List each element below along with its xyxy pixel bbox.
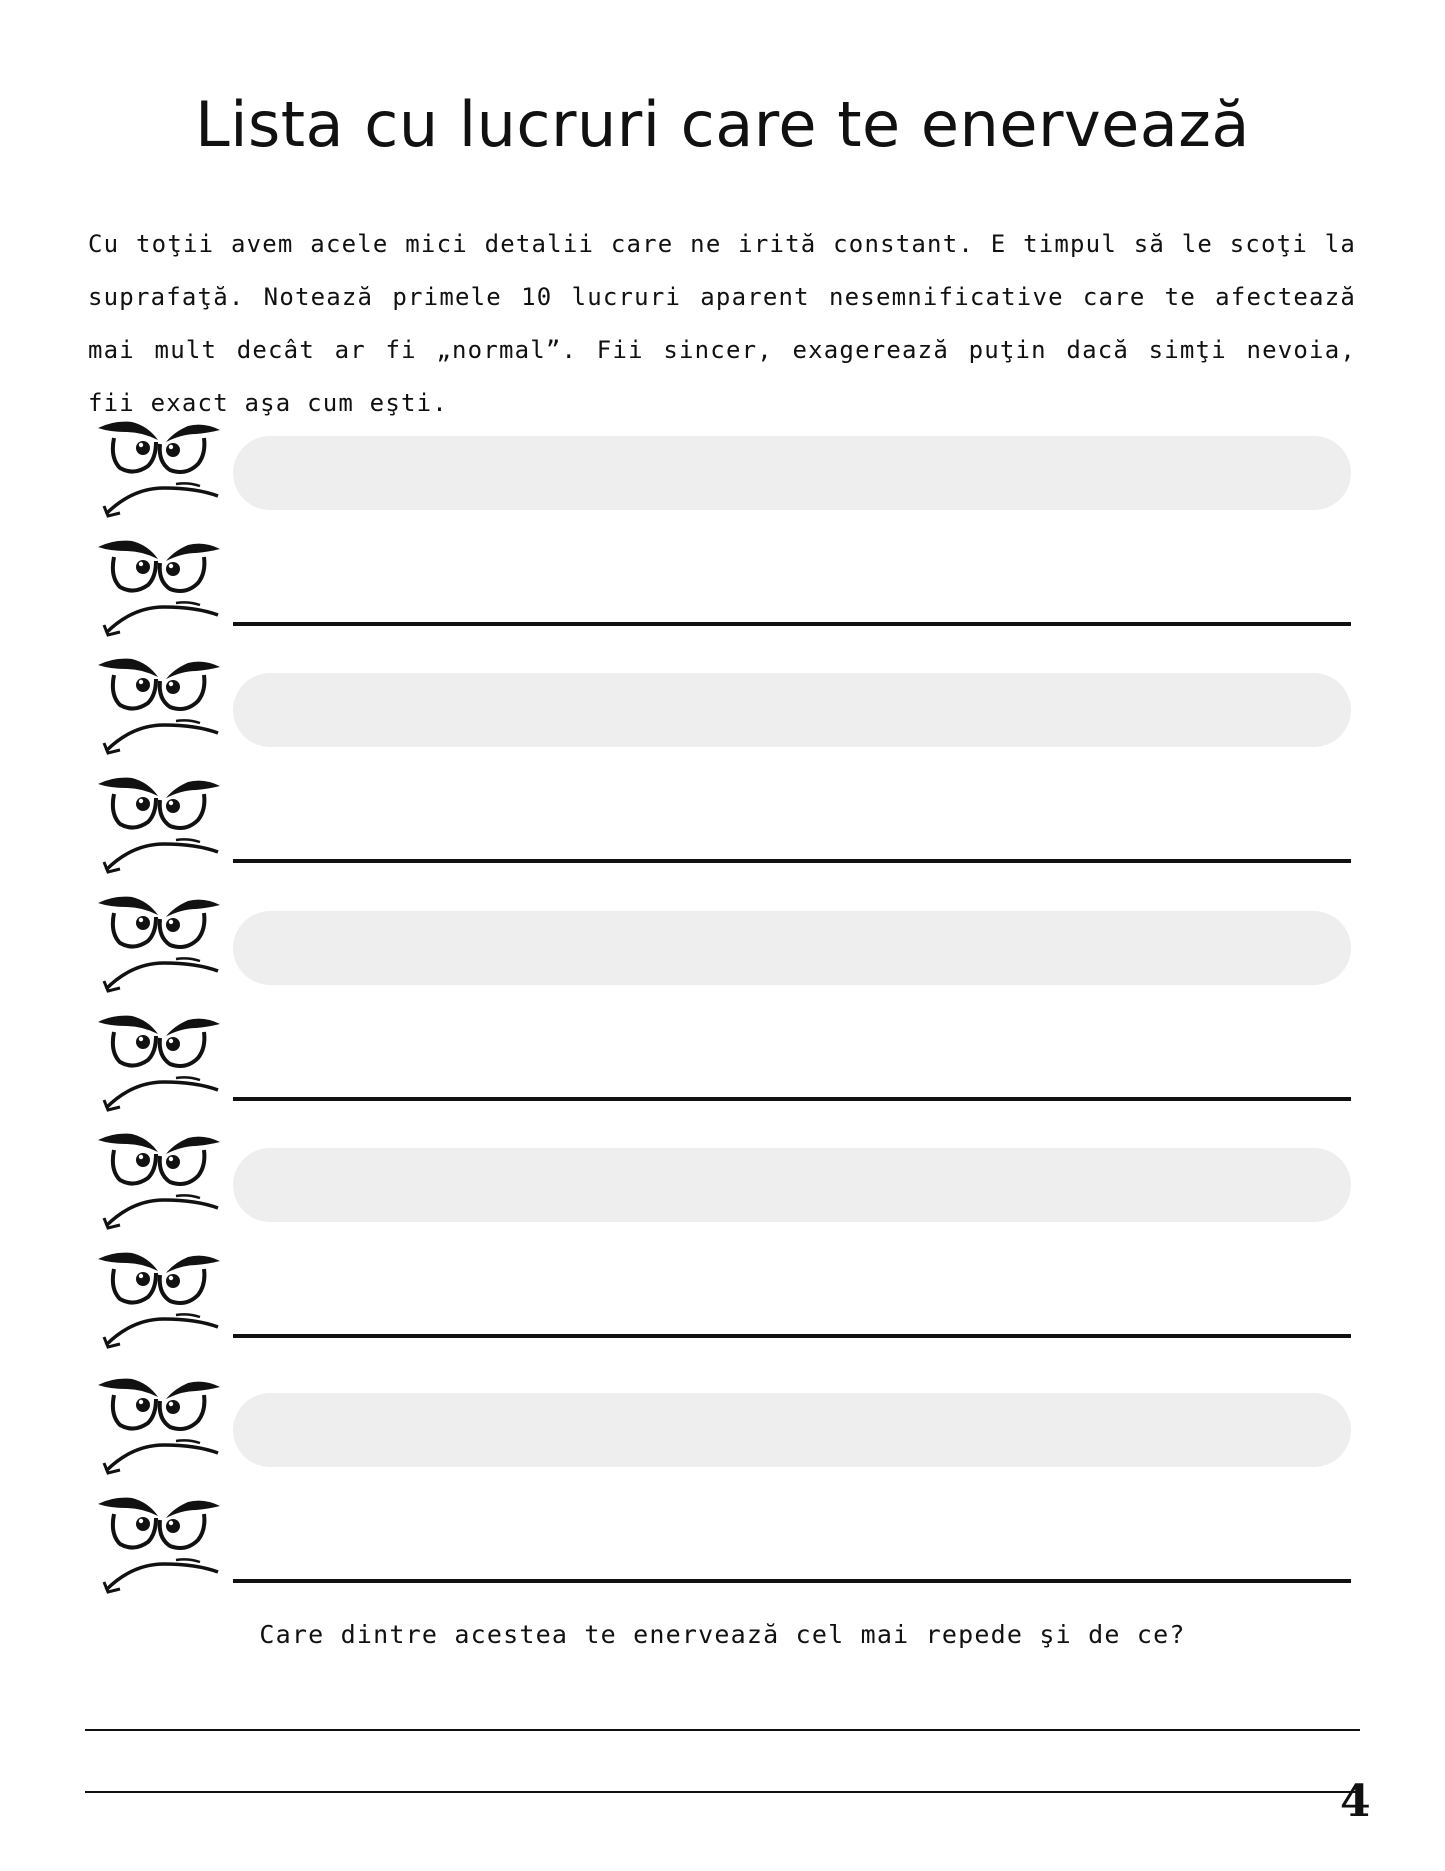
entry-row bbox=[0, 893, 1445, 1011]
entry-field-line[interactable] bbox=[233, 622, 1351, 626]
reflection-question: Care dintre acestea te enervează cel mai repede şi de ce? bbox=[259, 1620, 1186, 1649]
entry-row bbox=[0, 1012, 1445, 1130]
entry-field-pill[interactable] bbox=[233, 673, 1351, 747]
entry-row bbox=[0, 1249, 1445, 1367]
angry-eyes-icon bbox=[96, 655, 228, 755]
entry-row bbox=[0, 655, 1445, 773]
entry-field-pill[interactable] bbox=[233, 1148, 1351, 1222]
page-title: Lista cu lucruri care te enervează bbox=[195, 88, 1250, 161]
angry-eyes-icon bbox=[96, 418, 228, 518]
entry-row bbox=[0, 1130, 1445, 1248]
entry-field-pill[interactable] bbox=[233, 1393, 1351, 1467]
angry-eyes-icon bbox=[96, 1249, 228, 1349]
entry-row bbox=[0, 418, 1445, 536]
page-number: 4 bbox=[1340, 1776, 1371, 1827]
angry-eyes-icon bbox=[96, 893, 228, 993]
entry-row bbox=[0, 1494, 1445, 1612]
angry-eyes-icon bbox=[96, 1130, 228, 1230]
entry-field-line[interactable] bbox=[233, 859, 1351, 863]
entry-row bbox=[0, 774, 1445, 892]
answer-line[interactable] bbox=[85, 1791, 1360, 1793]
intro-paragraph: Cu toţii avem acele mici detalii care ne irită constant. E timpul să le scoţi la suprafaţă. Notează primele 10 lucruri aparent nesemnificative care te afectează mai mult decât ar fi „normal”. Fii sincer, exagerează puţin dacă simţi nevoia, fii exact aşa cum eşti. bbox=[88, 230, 1356, 417]
angry-eyes-icon bbox=[96, 1494, 228, 1594]
entry-field-line[interactable] bbox=[233, 1334, 1351, 1338]
entry-row bbox=[0, 1375, 1445, 1493]
angry-eyes-icon bbox=[96, 1012, 228, 1112]
entry-field-line[interactable] bbox=[233, 1097, 1351, 1101]
entry-field-pill[interactable] bbox=[233, 436, 1351, 510]
entry-row bbox=[0, 537, 1445, 655]
entry-field-pill[interactable] bbox=[233, 911, 1351, 985]
answer-line[interactable] bbox=[85, 1729, 1360, 1731]
angry-eyes-icon bbox=[96, 1375, 228, 1475]
angry-eyes-icon bbox=[96, 774, 228, 874]
angry-eyes-icon bbox=[96, 537, 228, 637]
entry-field-line[interactable] bbox=[233, 1579, 1351, 1583]
